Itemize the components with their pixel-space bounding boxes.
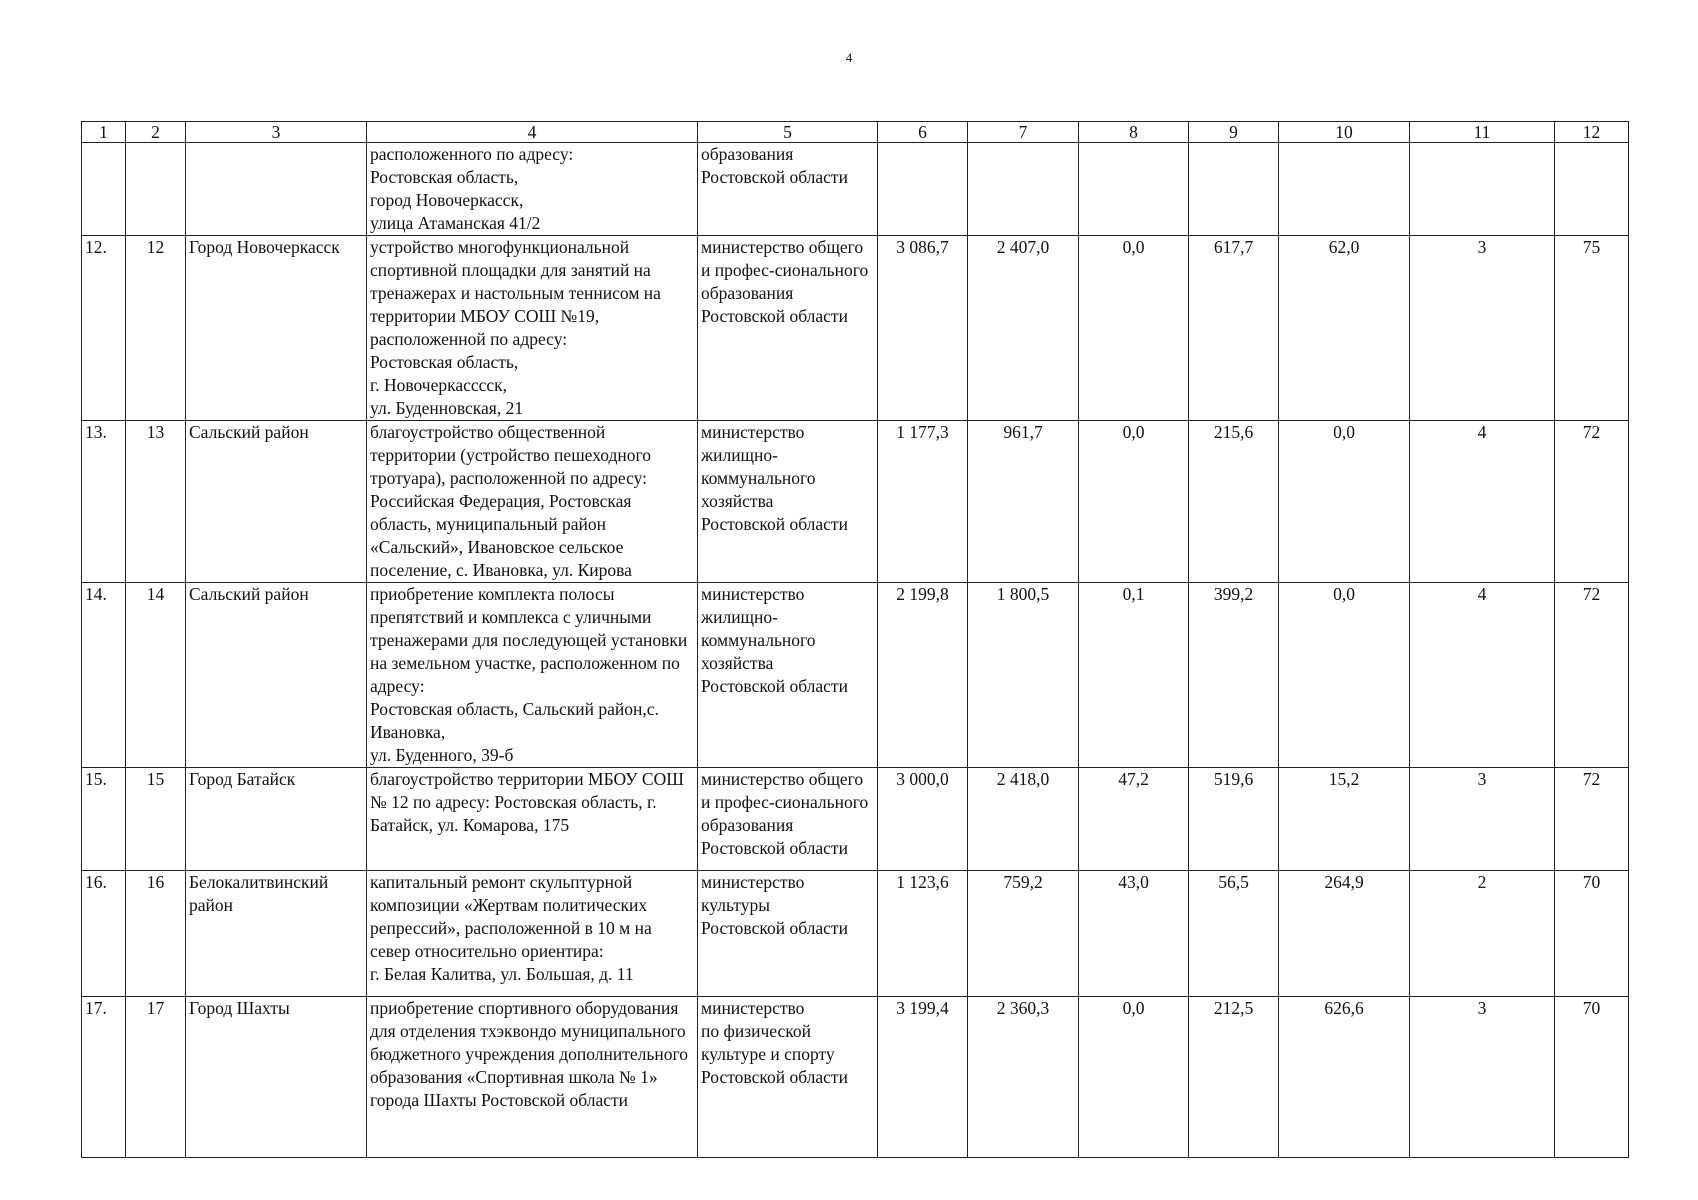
- row-number-cell: [82, 143, 126, 236]
- row-number-cell: 13.: [82, 421, 126, 583]
- value-cell-12: 72: [1555, 768, 1629, 871]
- value-cell-9: 617,7: [1189, 236, 1279, 421]
- object-description-cell: расположенного по адресу: Ростовская область, город Новочеркасск, улица Атаманская 41/2: [367, 143, 698, 236]
- row-number-cell: 12.: [82, 236, 126, 421]
- item-number-cell: 16: [126, 871, 186, 997]
- table-header-row: [82, 122, 1629, 143]
- value-cell-11: 3: [1410, 997, 1555, 1158]
- object-description-cell: приобретение комплекта полосы препятствий и комплекса с уличными тренажерами для последующей установки на земельном участке, расположенном по адресу: Ростовская область, Сальский район,с. Ивановка, ул. Буденного, 39-б: [367, 583, 698, 768]
- table-row: [82, 236, 1629, 421]
- value-cell-10: [1279, 143, 1410, 236]
- ministry-cell: министерство общего и профес-сионального образования Ростовской области: [698, 768, 878, 871]
- value-cell-10: 15,2: [1279, 768, 1410, 871]
- municipality-cell: Сальский район: [186, 583, 367, 768]
- municipality-cell: Сальский район: [186, 421, 367, 583]
- value-cell-11: 2: [1410, 871, 1555, 997]
- value-cell-10: 626,6: [1279, 997, 1410, 1158]
- value-cell-6: 1 177,3: [878, 421, 968, 583]
- municipality-cell: Белокалитвинский район: [186, 871, 367, 997]
- value-cell-8: 0,1: [1079, 583, 1189, 768]
- value-cell-6: 3 086,7: [878, 236, 968, 421]
- object-description-cell: устройство многофункциональной спортивной площадки для занятий на тренажерах и настольным теннисом на территории МБОУ СОШ №19, расположенной по адресу: Ростовская область, г. Новочеркасссск, ул. Буденновская, 21: [367, 236, 698, 421]
- table-row: [82, 421, 1629, 583]
- object-description-cell: приобретение спортивного оборудования для отделения тхэквондо муниципального бюджетного учреждения дополнительного образования «Спортивная школа № 1» города Шахты Ростовской области: [367, 997, 698, 1158]
- ministry-cell: образования Ростовской области: [698, 143, 878, 236]
- header-cell: 10: [1279, 122, 1410, 143]
- value-cell-12: 72: [1555, 421, 1629, 583]
- header-cell: 4: [367, 122, 698, 143]
- ministry-cell: министерство общего и профес-сионального образования Ростовской области: [698, 236, 878, 421]
- value-cell-8: [1079, 143, 1189, 236]
- value-cell-10: 264,9: [1279, 871, 1410, 997]
- table-row: [82, 768, 1629, 871]
- value-cell-12: 70: [1555, 871, 1629, 997]
- header-cell: 12: [1555, 122, 1629, 143]
- value-cell-10: 0,0: [1279, 583, 1410, 768]
- value-cell-12: 75: [1555, 236, 1629, 421]
- value-cell-7: 2 407,0: [968, 236, 1079, 421]
- value-cell-7: 1 800,5: [968, 583, 1079, 768]
- value-cell-6: 1 123,6: [878, 871, 968, 997]
- header-cell: 5: [698, 122, 878, 143]
- table-row: [82, 997, 1629, 1158]
- value-cell-9: 519,6: [1189, 768, 1279, 871]
- value-cell-8: 47,2: [1079, 768, 1189, 871]
- header-cell: 3: [186, 122, 367, 143]
- value-cell-9: 212,5: [1189, 997, 1279, 1158]
- ministry-cell: министерство по физической культуре и спорту Ростовской области: [698, 997, 878, 1158]
- value-cell-7: 2 418,0: [968, 768, 1079, 871]
- object-description-cell: капитальный ремонт скульптурной композиции «Жертвам политических репрессий», расположенной в 10 м на север относительно ориентира: г. Белая Калитва, ул. Большая, д. 11: [367, 871, 698, 997]
- value-cell-6: 2 199,8: [878, 583, 968, 768]
- value-cell-7: 2 360,3: [968, 997, 1079, 1158]
- item-number-cell: 14: [126, 583, 186, 768]
- value-cell-11: 4: [1410, 583, 1555, 768]
- value-cell-8: 0,0: [1079, 997, 1189, 1158]
- item-number-cell: [126, 143, 186, 236]
- value-cell-9: [1189, 143, 1279, 236]
- value-cell-12: 70: [1555, 997, 1629, 1158]
- header-cell: 6: [878, 122, 968, 143]
- table-row: [82, 583, 1629, 768]
- table-row: [82, 143, 1629, 236]
- value-cell-8: 0,0: [1079, 236, 1189, 421]
- municipality-cell: [186, 143, 367, 236]
- header-cell: 1: [82, 122, 126, 143]
- header-cell: 11: [1410, 122, 1555, 143]
- value-cell-11: 3: [1410, 236, 1555, 421]
- ministry-cell: министерство жилищно-коммунального хозяйства Ростовской области: [698, 583, 878, 768]
- value-cell-7: 961,7: [968, 421, 1079, 583]
- table-row: [82, 871, 1629, 997]
- value-cell-11: [1410, 143, 1555, 236]
- municipality-cell: Город Новочеркасск: [186, 236, 367, 421]
- header-cell: 8: [1079, 122, 1189, 143]
- ministry-cell: министерство культуры Ростовской области: [698, 871, 878, 997]
- row-number-cell: 17.: [82, 997, 126, 1158]
- page-number: 4: [845, 50, 853, 65]
- row-number-cell: 15.: [82, 768, 126, 871]
- value-cell-11: 4: [1410, 421, 1555, 583]
- ministry-cell: министерство жилищно-коммунального хозяйства Ростовской области: [698, 421, 878, 583]
- value-cell-12: [1555, 143, 1629, 236]
- object-description-cell: благоустройство общественной территории (устройство пешеходного тротуара), расположенной по адресу: Российская Федерация, Ростовская область, муниципальный район «Сальский», Ивановское сельское поселение, с. Ивановка, ул. Кирова: [367, 421, 698, 583]
- value-cell-8: 43,0: [1079, 871, 1189, 997]
- header-cell: 7: [968, 122, 1079, 143]
- item-number-cell: 15: [126, 768, 186, 871]
- municipality-cell: Город Батайск: [186, 768, 367, 871]
- value-cell-8: 0,0: [1079, 421, 1189, 583]
- item-number-cell: 13: [126, 421, 186, 583]
- value-cell-9: 215,6: [1189, 421, 1279, 583]
- value-cell-9: 56,5: [1189, 871, 1279, 997]
- value-cell-6: 3 000,0: [878, 768, 968, 871]
- municipality-cell: Город Шахты: [186, 997, 367, 1158]
- value-cell-7: [968, 143, 1079, 236]
- header-cell: 2: [126, 122, 186, 143]
- row-number-cell: 14.: [82, 583, 126, 768]
- value-cell-6: 3 199,4: [878, 997, 968, 1158]
- value-cell-7: 759,2: [968, 871, 1079, 997]
- value-cell-6: [878, 143, 968, 236]
- value-cell-11: 3: [1410, 768, 1555, 871]
- item-number-cell: 12: [126, 236, 186, 421]
- value-cell-12: 72: [1555, 583, 1629, 768]
- object-description-cell: благоустройство территории МБОУ СОШ № 12 по адресу: Ростовская область, г. Батайск, ул. Комарова, 175: [367, 768, 698, 871]
- program-table: [81, 121, 1629, 1158]
- value-cell-10: 0,0: [1279, 421, 1410, 583]
- value-cell-9: 399,2: [1189, 583, 1279, 768]
- value-cell-10: 62,0: [1279, 236, 1410, 421]
- header-cell: 9: [1189, 122, 1279, 143]
- row-number-cell: 16.: [82, 871, 126, 997]
- item-number-cell: 17: [126, 997, 186, 1158]
